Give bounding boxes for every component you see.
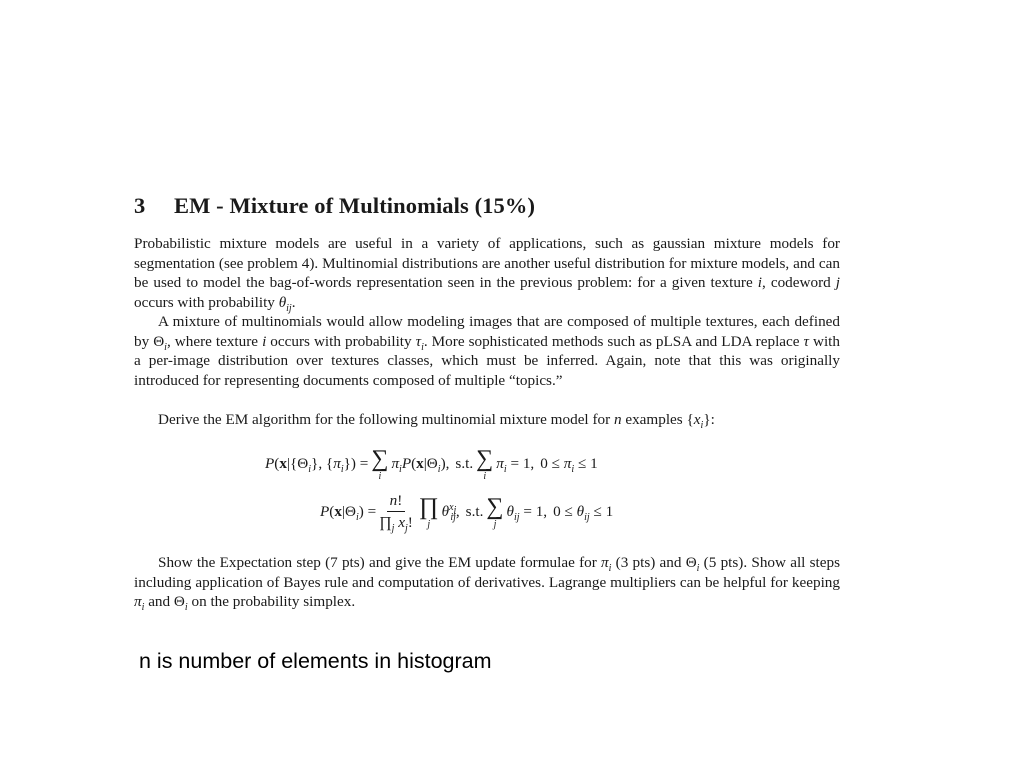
math-j: j — [835, 274, 840, 292]
sum-over-i-icon: ∑ i — [371, 445, 389, 482]
math-i: i — [262, 332, 267, 350]
math-set-x-i: $\{x_i\}$: — [686, 411, 715, 432]
section-title: EM - Mixture of Multinomials (15%) — [174, 193, 536, 218]
eq2-lhs: $P(x|\Theta_i)$ = — [320, 503, 377, 524]
p1-text-1: Probabilistic mixture models are useful in a variety of applications, such as gaussian mixture models for segmentation (see problem 4). Multinomial distributions are another useful distribution for mixture models, and can be used to model the bag-of-words representation seen in the previous problem: for a given texture — [134, 235, 840, 292]
equation-multinomial — [320, 486, 613, 538]
math-tau: τ — [803, 332, 809, 350]
eq2-fraction-numerator: n! — [387, 492, 406, 512]
product-over-j-icon: ∏ j — [418, 493, 439, 530]
eq2-st: s.t. — [465, 503, 484, 520]
math-i: i — [757, 274, 762, 292]
p1-text-2: , codeword — [762, 274, 836, 292]
p2-text-1: A mixture of multinomials would allow modeling images that are composed of multiple textures, each defined by — [134, 313, 840, 350]
section-heading — [134, 193, 535, 219]
paragraph-mixture — [134, 312, 840, 390]
p4-text-2: (3 pts) and — [611, 554, 686, 571]
section-number: 3 — [134, 193, 146, 218]
eq1-constraint-2: $0 \le \pi_i \le 1$ — [540, 455, 598, 476]
p1-text-3: occurs with probability — [134, 293, 279, 311]
sum-over-i-icon: ∑ i — [476, 445, 494, 482]
paragraph-derive — [134, 410, 840, 430]
eq1-rhs: $\pi_iP(x|\Theta_i)$, — [391, 455, 450, 476]
eq2-constraint-2: $0 \le \theta_{ij} \le 1$ — [553, 503, 614, 524]
p4-text-3: (5 pts). Show all steps including application of Bayes rule and computation of derivatives. Lagrange multipliers can be helpful for keeping — [134, 554, 840, 591]
p1-text-4: . — [291, 293, 296, 311]
eq2-fraction — [379, 492, 413, 533]
p2-text-3: occurs with probability — [266, 332, 416, 350]
math-Theta-i: $\Theta_i$ — [153, 332, 167, 353]
math-Theta-i: $\Theta_i$ — [685, 554, 700, 575]
paragraph-intro — [134, 234, 840, 312]
eq1-constraint-1: $\pi_i = 1$, — [496, 455, 535, 476]
p4-text-5: on the probability simplex. — [187, 593, 356, 611]
eq2-constraint-1: $\theta_{ij} = 1$, — [506, 503, 548, 524]
p4-text-4: and — [144, 593, 174, 611]
math-n: n — [613, 411, 622, 428]
sum-over-j-icon: ∑ j — [486, 493, 504, 530]
p2-text-4: . More sophisticated methods such as pLSA and LDA replace — [423, 332, 804, 350]
eq2-fraction-denominator: $\prod_j$ $x_j$! — [379, 513, 413, 534]
p4-text-1: Show the Expectation step (7 pts) and give the EM update formulae for — [158, 554, 602, 571]
p2-text-5: with a per-image distribution over textures classes, which must be inferred. Again, note that this was originally introduced for representing documents composed of multiple “topics.” — [134, 332, 840, 389]
p3-text-2: examples — [621, 411, 687, 428]
math-Theta-i: $\Theta_i$ — [173, 593, 188, 614]
math-tau-i: $\tau_i$ — [415, 332, 424, 353]
p2-text-2: , where texture — [166, 332, 263, 350]
paragraph-task — [134, 553, 840, 612]
math-pi-i: $\pi_i$ — [134, 593, 145, 614]
eq2-prod-term: $\theta^{x_j}_{ij}$, — [441, 501, 460, 524]
p3-text-1: Derive the EM algorithm for the following multinomial mixture model for — [158, 411, 614, 428]
eq1-lhs: $P(x|\{\Theta_i\}$, $\{\pi_i\}$) = — [265, 455, 369, 476]
slide-caption: n is number of elements in histogram — [139, 649, 492, 673]
eq1-st: s.t. — [455, 455, 474, 472]
math-pi-i: $\pi_i$ — [601, 554, 612, 575]
equation-mixture-model — [265, 443, 598, 485]
math-theta-ij: $\theta_{ij}$ — [278, 293, 292, 314]
